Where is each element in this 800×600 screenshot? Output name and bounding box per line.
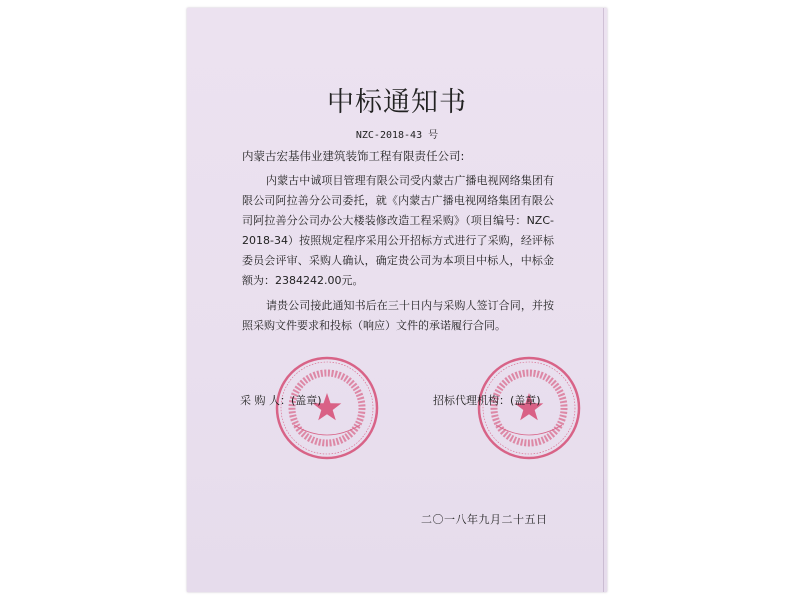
notice-body	[242, 158, 554, 336]
issue-date: 二〇一八年九月二十五日	[421, 513, 548, 526]
agent-seal-icon	[474, 353, 584, 463]
body-paragraph-1: 内蒙古中诚项目管理有限公司受内蒙古广播电视网络集团有限公司阿拉善分公司委托，就《内蒙古广播电视网络集团有限公司阿拉善分公司办公大楼装修改造工程采购》（项目编号：NZC-2018-34）按照规定程序采用公开招标方式进行了采购，经评标委员会评审、采购人确认，确定贵公司为本项目中标人，中标金额为：2384242.00元。	[242, 174, 554, 287]
buyer-stamp-label: 采 购 人：(盖章)	[240, 394, 322, 407]
document-number: NZC-2018-43 号	[355, 130, 439, 141]
buyer-seal-icon	[272, 353, 382, 463]
agent-stamp-label: 招标代理机构：(盖章)	[433, 394, 541, 407]
body-paragraph-2: 请贵公司接此通知书后在三十日内与采购人签订合同，并按照采购文件要求和投标（响应）文件的承诺履行合同。	[242, 299, 554, 332]
page-title: 中标通知书	[327, 87, 467, 118]
document-page	[187, 8, 607, 592]
addressee: 内蒙古宏基伟业建筑装饰工程有限责任公司:	[242, 149, 465, 163]
